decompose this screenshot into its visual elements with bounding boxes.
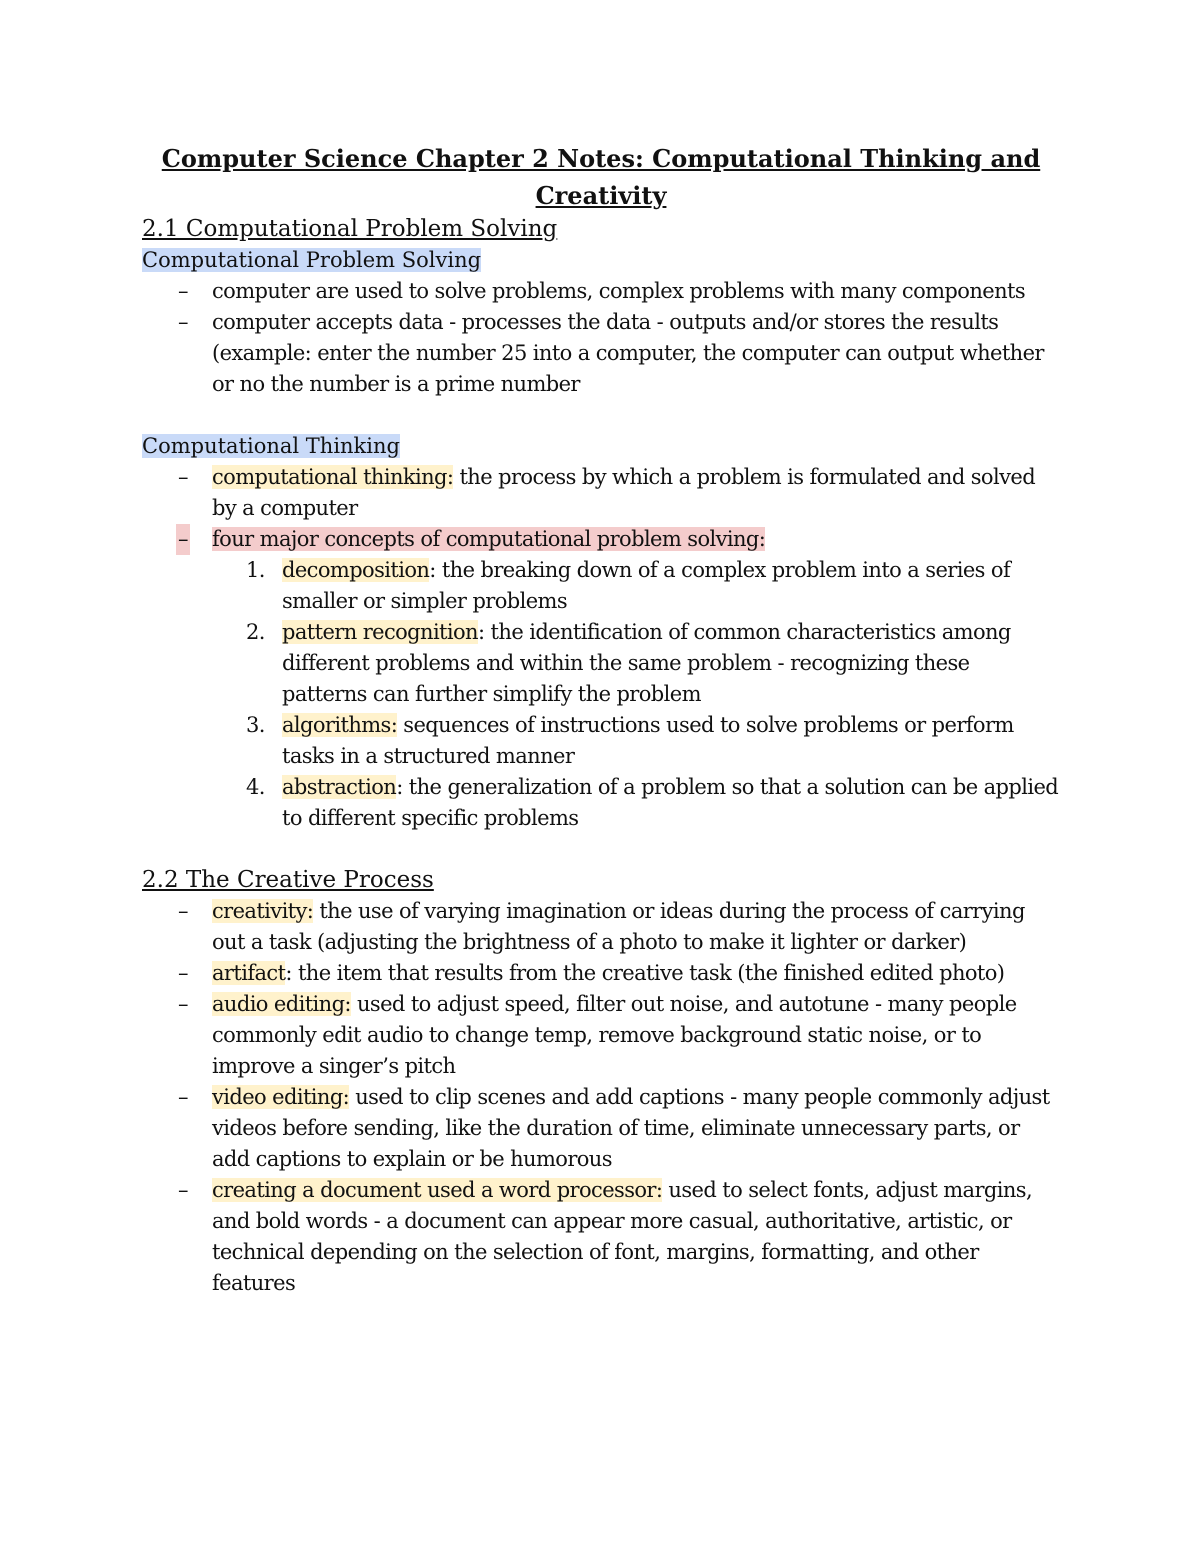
list-item [142, 307, 1060, 400]
concept-item [142, 772, 1060, 834]
term-highlight: creating a document used a word processor: [212, 1178, 663, 1202]
list-item [142, 1082, 1060, 1175]
concept-text: : the generalization of a problem so that a solution can be applied to different specific problems [282, 775, 1059, 830]
term-highlight: artifact [212, 961, 286, 985]
dash-bullet: – [178, 1178, 188, 1202]
dash-bullet: – [176, 524, 190, 555]
concept-item [142, 617, 1060, 710]
concept-text: sequences of instructions used to solve problems or perform tasks in a structured manner [282, 713, 1014, 768]
list-item [142, 1175, 1060, 1299]
dash-bullet: – [178, 961, 188, 985]
term-highlight: video editing: [212, 1085, 350, 1109]
number-marker: 2. [246, 620, 265, 644]
concept-text: : the identification of common characteristics among different problems and within the same problem - recognizing these patterns can further simplify the problem [282, 620, 1011, 706]
list-item-text: used to adjust speed, filter out noise, and autotune - many people commonly edit audio to change temp, remove background static noise, or to improve a singer’s pitch [212, 992, 1017, 1078]
list-item-text: the process by which a problem is formulated and solved by a computer [212, 465, 1036, 520]
term-highlight: creativity: [212, 899, 314, 923]
number-marker: 1. [246, 558, 265, 582]
emphasis-highlight: four major concepts of computational problem solving: [212, 527, 766, 551]
list-item-text: : the item that results from the creative task (the finished edited photo) [285, 961, 1005, 985]
computational-thinking-list [142, 462, 1060, 555]
list-item-text: computer accepts data - processes the data - outputs and/or stores the results (example: enter the number 25 into a computer, the computer can output whether or no the number is a prime number [212, 310, 1044, 396]
page-title: Computer Science Chapter 2 Notes: Computational Thinking and Creativity [161, 144, 1041, 210]
dash-bullet: – [178, 465, 188, 489]
concept-text: : the breaking down of a complex problem into a series of smaller or simpler problems [282, 558, 1011, 613]
spacer [142, 834, 1060, 865]
dash-bullet: – [178, 899, 188, 923]
concepts-list [142, 555, 1060, 834]
term-highlight: pattern recognition [282, 620, 478, 644]
number-marker: 4. [246, 775, 265, 799]
list-item-text: computer are used to solve problems, complex problems with many components [212, 279, 1026, 303]
subheading-text: Computational Thinking [142, 434, 400, 458]
list-item [142, 276, 1060, 307]
list-item [142, 989, 1060, 1082]
problem-solving-list [142, 276, 1060, 400]
concept-item [142, 555, 1060, 617]
list-item-text: used to select fonts, adjust margins, and bold words - a document can appear more casual, authoritative, artistic, or technical depending on the selection of font, margins, formatting, and other features [212, 1178, 1033, 1295]
section-heading-2-1: 2.1 Computational Problem Solving [142, 216, 558, 242]
term-highlight: audio editing: [212, 992, 351, 1016]
dash-bullet: – [178, 310, 188, 334]
list-item-text: the use of varying imagination or ideas during the process of carrying out a task (adjusting the brightness of a photo to make it lighter or darker) [212, 899, 1025, 954]
term-highlight: computational thinking: [212, 465, 454, 489]
dash-bullet: – [178, 279, 188, 303]
number-marker: 3. [246, 713, 265, 737]
list-item [142, 896, 1060, 958]
term-highlight: abstraction [282, 775, 397, 799]
section-heading-2-2: 2.2 The Creative Process [142, 867, 434, 893]
dash-bullet: – [178, 992, 188, 1016]
list-item [142, 462, 1060, 524]
term-highlight: algorithms: [282, 713, 398, 737]
spacer [142, 400, 1060, 431]
list-item-text: used to clip scenes and add captions - many people commonly adjust videos before sending, like the duration of time, eliminate unnecessary parts, or add captions to explain or be humorous [212, 1085, 1050, 1171]
subheading-computational-problem-solving [142, 245, 1060, 276]
dash-bullet: – [178, 1085, 188, 1109]
list-item [142, 524, 1060, 555]
subheading-text: Computational Problem Solving [142, 248, 482, 272]
concept-item [142, 710, 1060, 772]
list-item [142, 958, 1060, 989]
subheading-computational-thinking [142, 431, 1060, 462]
creative-process-list [142, 896, 1060, 1299]
term-highlight: decomposition [282, 558, 430, 582]
